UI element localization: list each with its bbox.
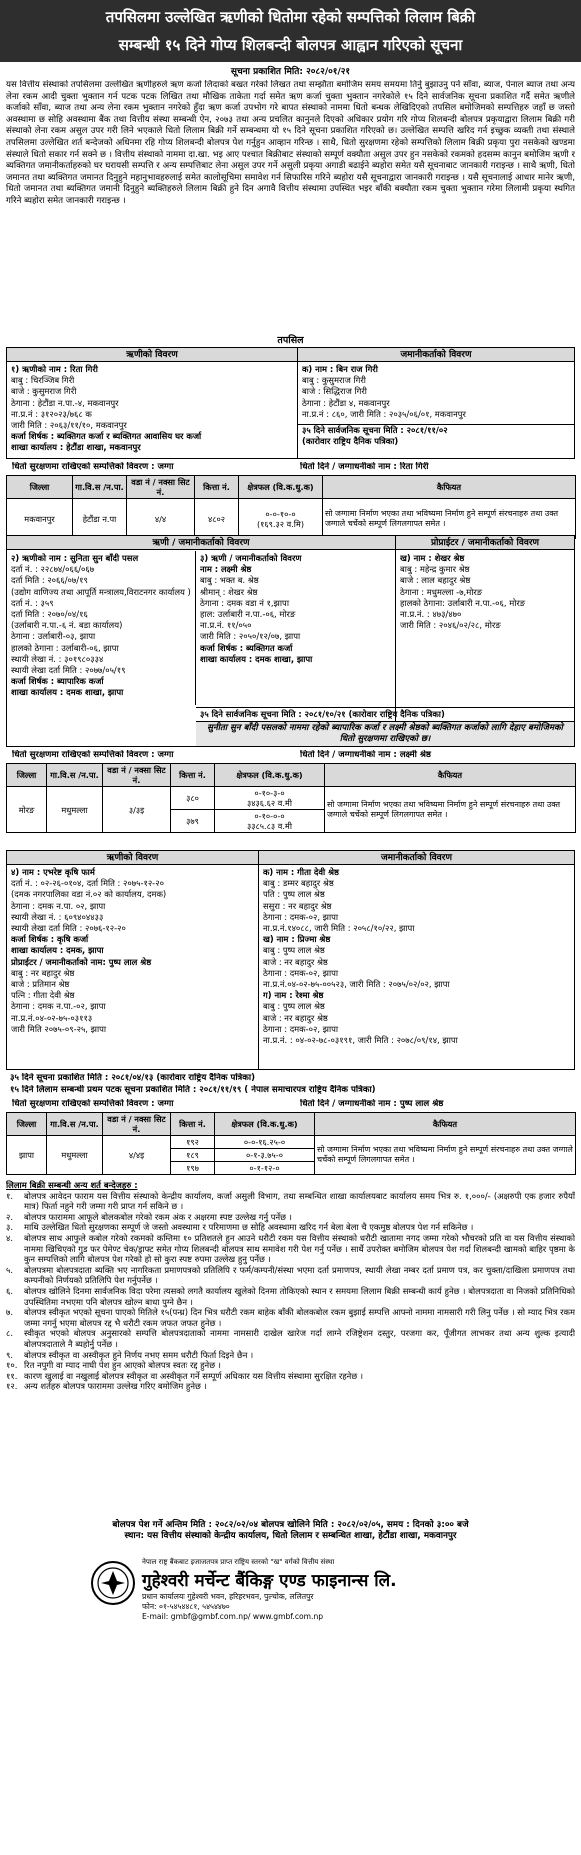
intro-paragraph: यस वित्तीय संस्थाको तपसिलमा उल्लेखित ऋणीहरुले ऋण कर्जा लिदाको बखत गरेको लिखत तथा सम्झौता बमोजिम समय समयमा तिर्नु बुझाउनु पर्ने साँवा, ब्याज, पेनाल ब्याज तथा अन्य लेना रकम आदी चुक्ता भुक्तान गर्न पटक पटक लिखित तथा मौखिक ताकेता गर्दा समेत ऋण कर्जा चुक्ता भुक्तान नगरेकोले १५ दिने सार्वजनिक सूचना प्रकाशित गर्दै समेत ऋणीले कर्जाको साँवा, ब्याज तथा अन्य लेना रकम भुक्तान नगरेको हुँदा ऋण कर्जा उपभोग गरे बापत संस्थाको नाममा धितो बन्धक लेखिदिएको तपसिल बमोजिमको सम्पत्तिहरु जहाँ छ जस्तो अवस्थामा छ सोहि अवस्थामा बैंक तथा वित्तीय संस्था सम्बन्धी ऐन, २०७३ तथा अन्य प्रचलित कानुनले दिएको अधिकार प्रयोग गरि गोप्य शिलबन्दी बोलपत्र प्रकृयाद्वारा लिलाम बिक्री गरी संस्थाको लेना रकम असुल उपर गरी लिने भएकाले धितो लिलाम बिक्री गर्ने सम्बन्धमा यो १५ दिने सूचना प्रकाशित गरिएको छ। उल्लेखित सम्पत्ति खरिद गर्न इच्छुक व्यक्ती तथा संस्थाले तपसिलमा उल्लेखित शर्त बन्देजको अधिनमा रहि गोप्य शिलबन्दी बोलपत्र पेश गर्नुहुन आव्हान गरिन्छ । साथै, धितो सुरक्षणमा रहेको सम्पत्तिको लिलाम बिक्री प्रकृया पुरा नसकेको खण्डमा संस्थाले धितो सकार गर्न सक्ने छ । वित्तीय संस्थाको नाममा दा.खा. भइ आए पश्चात बिक्रीबाट संस्थाको सम्पूर्ण वक्यौता असुल उपर हुन नसकेको रकमको हदसम्म कानुन बमोजिम ऋणी र ब्यक्तिगत जमानीकर्ताहरुको घर घरायसी सम्पत्ति र अन्य सम्पत्तिबाट लेना असुल उपर गर्ने असुली प्रकृया अगाडी बढाईने ब्यहोरा समेत यसै सूचनाबाट जानकारी गराइन्छ । साथै ऋणी, धितो जमानत तथा ब्यक्तिगत जमानत दिनुहुने महानुभावहरुलाई समेत कालोसूचिमा समावेश गर्न सिफारिस गरिने ब्यहोरा यसै सूचनाद्वारा जानकारी गराइन्छ । यसै सूचनालाई आधार मानेर ऋणी, धितो जमानत तथा ब्यक्तिगत जमानी दिनुहुने ब्यक्तिहरुले लिलाम बिक्री हुने दिन अगावै वित्तीय संस्थामा उपस्थित भइर बाँकी बक्यौता रकम चुक्ता भुक्तान गरेमा लिलामी प्रकृया स्थगित गरिने ब्यहोरा समेत जानकारी गराइन्छ । bbox=[6, 80, 575, 206]
section2-owner-label: धितो दिने / जग्गाधनीको नाम : लक्ष्मी श्रेष्ठ bbox=[300, 750, 431, 760]
table-cell: मधुमल्ला bbox=[47, 1136, 103, 1175]
detail-line: ठेगाना : दमक न.पा. ०२, झापा bbox=[11, 900, 106, 911]
section1-notice35: ३५ दिने सार्वजनिक सूचना मिति : २०८१/११/०२ bbox=[298, 424, 574, 436]
detail-line: बाजे : सिद्धिराज गिरी bbox=[302, 386, 367, 397]
condition-text: बोलपत्र खोलिने दिनमा सार्वजनिक विदा परेमा त्यसको लगतै कार्यालय खुलेको दिनमा तोकिएको स्थान र समयमा लिलाम बिक्री सम्बन्धी कार्य हुनेछ । बोलपत्रदाता वा निजको प्रतिनिधिको उपस्थितिमा नभएमा पनि बोलपत्र खोल्न बाधा पुग्ने छैन । bbox=[24, 1285, 575, 1307]
company-tagline: नेपाल राष्ट्र बैंकबाट इजाजतपत्र प्राप्त राष्ट्रिय स्तरको "ख" वर्गको वित्तीय संस्था bbox=[142, 1558, 335, 1566]
detail-line: शाखा कार्यालय : दमक शाखा, झापा bbox=[200, 653, 313, 664]
table-cell: हेटौंडा न.पा bbox=[73, 499, 127, 539]
table-column-header: गा.वि.स /न.पा. bbox=[47, 1113, 103, 1136]
table-row bbox=[7, 499, 576, 539]
table-column-header: कित्ता नं. bbox=[195, 476, 239, 499]
section3-details-box bbox=[6, 850, 575, 1070]
detail-line: दर्ता नं. : ३५९ bbox=[11, 597, 54, 608]
table-column-header: गा.वि.स /न.पा. bbox=[47, 764, 103, 787]
detail-line: ना.प्र.नं.१४०८८, जारी मिति : २०५८/१०/२२, झापा bbox=[263, 923, 415, 934]
table-cell: सो जग्गामा निर्माण भएका तथा भविष्यमा निर्माण हुने सम्पूर्ण संरचनाहरु तथा उक्त जग्गाले चर्चेको सम्पूर्ण लिगलगापत समेत । bbox=[315, 1136, 576, 1175]
detail-line: ठेगाना : दमक-०२, झापा bbox=[263, 911, 339, 922]
table-column-header: जिल्ला bbox=[7, 1113, 47, 1136]
condition-number: २. bbox=[6, 1211, 14, 1222]
condition-number: ३. bbox=[6, 1222, 14, 1233]
schedule-line1: बोलपत्र पेश गर्ने अन्तिम मिति : २०८२/०२/०४ बोलपत्र खोलिने मिति : २०८२/०२/०५, समय : दिनको ३:०० बजे bbox=[112, 1520, 469, 1530]
company-phone: फोन: ०१-५४५४४८१, ५४५४४७० bbox=[142, 1602, 230, 1611]
detail-line: ग) नाम : रेश्मा श्रेष्ठ bbox=[263, 990, 324, 1001]
section2-property-table bbox=[6, 763, 576, 833]
table-column-header: कैफियत bbox=[323, 476, 576, 499]
detail-line: बाबु : भक्त ब. श्रेष्ठ bbox=[200, 575, 259, 586]
detail-line: बाबु : नर बहादुर श्रेष्ठ bbox=[11, 967, 75, 978]
detail-line: ससुरा : नर बहादुर श्रेष्ठ bbox=[263, 900, 332, 911]
detail-line: कर्जा शिर्षक : ब्यक्तिगत कर्जा bbox=[200, 642, 293, 653]
section2-debtor-details bbox=[7, 551, 195, 701]
condition-text: बोलपत्र फाराममा आफूले बोलकबोल गरेको रकम अंक र अक्षरमा स्पष्ट उल्लेख गर्नु पर्नेछ । bbox=[24, 1211, 292, 1222]
detail-line: ना.प्र.नं : ३१२०२३/७६८ क bbox=[11, 408, 92, 419]
condition-item bbox=[6, 1360, 575, 1371]
detail-line: स्थायी लेखा नं. : ३०१९८०३३४ bbox=[11, 653, 104, 664]
detail-line: शाखा कार्यालय : हेटौंडा शाखा, मकवानपुर bbox=[11, 442, 141, 453]
detail-line: जारी मिति २०७५-०९-२५, झापा bbox=[11, 1023, 107, 1034]
condition-item bbox=[6, 1286, 575, 1307]
detail-line: ना.प्र.नं. : ०४-०२-७८-०३१९१, जारी मिति : २०७८/०९/१४, झापा bbox=[263, 1035, 458, 1046]
table-column-header: क्षेत्रफल (वि.क.धु.क) bbox=[215, 1113, 315, 1136]
conditions-section bbox=[6, 1180, 575, 1510]
table-column-header: कित्ता नं. bbox=[171, 1113, 215, 1136]
table-cell: १९२ bbox=[171, 1136, 215, 1149]
detail-line: पति : पुष्प लाल श्रेष्ठ bbox=[263, 889, 325, 900]
section2-debtor-header: ऋणी / जमानीकर्ताको विवरण bbox=[7, 536, 395, 550]
detail-line: बाजे : कुसुमराज गिरी bbox=[11, 386, 77, 397]
condition-text: बोलपत्रमा बोलपत्रदाता ब्यक्ति भए नागरिकता प्रमाणपत्रको प्रतिलिपि र फर्म/कम्पनी/संस्था भएमा दर्ता प्रमाणपत्र, स्थायी लेखा नम्बर दर्ता प्रमाण पत्र, कर चुक्ता/दाखिला प्रमाणपत्र तथा कम्पनीको निर्णयको प्रतिलिपि पेश गर्नुपर्नेछ । bbox=[24, 1264, 575, 1286]
detail-line: ठेगाना : दमक वडा नं १,झापा bbox=[200, 597, 289, 608]
company-address bbox=[142, 1592, 572, 1622]
table-cell: १८९ bbox=[171, 1149, 215, 1162]
table-column-header: वडा नं / नक्सा सिट नं. bbox=[127, 476, 195, 499]
table-cell: ४/४ bbox=[127, 499, 195, 539]
condition-number: ६. bbox=[6, 1285, 14, 1296]
table-cell: ०-१-१२-० bbox=[215, 1162, 315, 1175]
detail-line: ना.प्र.नं : ८६०, जारी मिति : २०३५/०६/०१, मकवानपुर bbox=[302, 408, 466, 419]
company-email: E-mail: gmbf@gmbf.com.np/ www.gmbf.com.np bbox=[142, 1612, 324, 1621]
section1-owner-label: धितो दिने / जग्गाधनीको नाम : रिता गिरी bbox=[300, 462, 429, 472]
condition-number: १२. bbox=[6, 1381, 18, 1392]
detail-line: स्थायी लेखा नं. : ६०९४०४४३३ bbox=[11, 911, 104, 922]
table-cell: ४८०२ bbox=[195, 499, 239, 539]
condition-item bbox=[6, 1371, 575, 1382]
condition-item bbox=[6, 1212, 575, 1223]
table-column-header: गा.वि.स /न.पा. bbox=[73, 476, 127, 499]
section1-notice35-paper: (कारोवार राष्ट्रिय दैनिक पत्रिका) bbox=[302, 436, 399, 447]
detail-line: कर्जा शिर्षक : ब्यापारिक कर्जा bbox=[11, 676, 104, 687]
detail-line: (दमक नगरपालिका वडा नं.०२ को कार्यालय, दमक) bbox=[11, 889, 167, 900]
section3-debtor-details bbox=[7, 865, 258, 1037]
section3-guarantor-header: जमानीकर्ताको विवरण bbox=[259, 851, 574, 865]
detail-line: बाबु : पुष्प लाल श्रेष्ठ bbox=[263, 1001, 325, 1012]
detail-line: बाबु : महेन्द्र कुमार श्रेष्ठ bbox=[400, 564, 470, 575]
detail-line: कर्जा शिर्षक : कृषि कर्जा bbox=[11, 934, 89, 945]
detail-line: श्रीमान् : शेखर श्रेष्ठ bbox=[200, 586, 258, 597]
detail-line: ठेगाना : दमक-०२, झापा bbox=[263, 967, 339, 978]
table-cell: ०-०-१६.२५-० bbox=[215, 1136, 315, 1149]
notice-title-line1: तपसिलमा उल्लेखित ऋणीको धितोमा रहेको सम्पत्तिको लिलाम बिक्री bbox=[105, 8, 476, 26]
detail-line: बाबु : डम्मर बहादुर श्रेष्ठ bbox=[263, 878, 334, 889]
detail-line: ठेगाना : दमक-०२, झापा bbox=[263, 1023, 339, 1034]
detail-line: नाम : लक्ष्मी श्रेष्ठ bbox=[200, 564, 252, 575]
condition-item bbox=[6, 1233, 575, 1265]
detail-line: क) नाम : गीता देवी श्रेष्ठ bbox=[263, 867, 339, 877]
detail-line: जारी मिति : २०६३/११/१०, मकवानपुर bbox=[11, 420, 127, 431]
detail-line: क) नाम : बिन राज गिरी bbox=[302, 364, 378, 374]
table-row bbox=[7, 787, 576, 810]
section1-debtor-details bbox=[7, 362, 297, 456]
condition-number: ११. bbox=[6, 1370, 18, 1381]
detail-line: दर्ता मिति : २०७०/०४/१६ bbox=[11, 609, 88, 620]
detail-line: बाबु : पुष्प लाल श्रेष्ठ bbox=[263, 945, 325, 956]
table-cell: सो जग्गामा निर्माण भएका तथा भविष्यमा निर्माण हुने सम्पूर्ण संरचनाहरु तथा उक्त जग्गाले चर्चेको सम्पूर्ण लिगलगापत समेत । bbox=[325, 787, 576, 833]
detail-line: बाजे : प्रतिमान श्रेष्ठ bbox=[11, 979, 70, 990]
section2-proprietor-details bbox=[396, 551, 574, 633]
table-row bbox=[7, 1136, 576, 1149]
section2-middle-details bbox=[196, 551, 395, 667]
detail-line: ख) नाम : प्रिज्मा श्रेष्ठ bbox=[263, 934, 331, 945]
condition-text: बोलपत्र स्वीकृत वा अस्वीकृत हुने निर्णय नभए समम धरौटी फिर्ता दिइने छैन । bbox=[24, 1349, 254, 1360]
detail-line: (उद्योग वाणिज्य तथा आपूर्ति मन्त्रालय,विराटनगर कार्यालय ) bbox=[11, 586, 191, 597]
detail-line: बाबु : चिरञ्जिब गिरी bbox=[11, 375, 75, 386]
condition-number: ५. bbox=[6, 1264, 14, 1275]
condition-text: अन्य शर्तहरु बोलपत्र फाराममा उल्लेख गरिए बमोजिम हुनेछ । bbox=[24, 1381, 207, 1392]
table-cell: मधुमल्ला bbox=[47, 787, 103, 833]
condition-text: बोलपत्र साथ आफुले कबोल गरेको रकमको कम्तिमा १० प्रतिशतले हुन आउने धरौटी रकम यस वित्तीय संस्थाको धरौटी खातामा नगद जम्मा गरेको भौचरको प्रति वा यस वित्तीय संस्थाको नाममा खिचिएको गुड फर पेमेण्ट चेक/ड्राफ्ट समेत गोप्य शिलबन्दी बोलपत्र साथ समावेश गरी पेश गर्नु पर्नेछ । सार्थै उपरोक्त बमोजिम बोलपत्र पेश गर्दा शिलबन्दी खामको बाहिर पृष्ठमा के कुन सम्पत्तिको लागि बोलपत्र पेश गरेको हो सो कुरा स्पष्ट रुपमा उल्लेख हुनु पर्नेछ । bbox=[24, 1232, 575, 1265]
condition-item bbox=[6, 1381, 575, 1392]
detail-line: बाजे : नर बहादुर श्रेष्ठ bbox=[263, 1012, 328, 1023]
detail-line: ठेगाना : मधुमल्ला -७,मोरङ bbox=[400, 586, 483, 597]
condition-item bbox=[6, 1191, 575, 1212]
detail-line: ठेगाना : हेटौंडा न.पा.-४, मकवानपुर bbox=[11, 397, 119, 408]
detail-line: कर्जा शिर्षक : ब्यक्तिगत कर्जा र ब्यक्तिगत आवासिय घर कर्जा bbox=[11, 431, 202, 442]
conditions-title: लिलाम बिक्री सम्बन्धी अन्य शर्त बन्देजहरु : bbox=[6, 1180, 138, 1190]
table-cell: ०-१-३.७५-० bbox=[215, 1149, 315, 1162]
detail-line: जारी मिति : २०५०/१२/०७, झापा bbox=[200, 631, 301, 642]
detail-line: ठेगाना : हेटौंडा ४, मकवानपुर bbox=[302, 397, 390, 408]
detail-line: स्थायी लेखा दर्ता मिति : २०७७/०५/१९ bbox=[11, 665, 126, 676]
detail-line: ३) ऋणी / जमानीकर्ताको विवरण bbox=[200, 553, 302, 563]
section1-details-box bbox=[6, 347, 575, 459]
detail-line: प्रोप्राईटर / जमानीकर्ताको नाम: पुष्प लाल श्रेष्ठ bbox=[11, 956, 152, 967]
detail-line: बाबु : कुसुमराज गिरी bbox=[302, 375, 366, 386]
notice-title-banner bbox=[0, 0, 581, 62]
detail-line: ना.प्र.नं.०४-०२-७५-००५२३, जारी मिति : २०७५/०२/०२, झापा bbox=[263, 979, 450, 990]
condition-text: कारण खुलाई वा नखुलाई बोलपत्र स्वीकृत वा अस्वीकृत गर्ने सम्पूर्ण अधिकार यस वित्तीय संस्थामा सुरक्षित रहनेछ । bbox=[24, 1370, 364, 1381]
section3-notice15: १५ दिने लिलाम सम्बन्धी प्रथम पटक सूचना प्रकाशित मिति : २०८१/११/१९ ( नेपाल समाचारपत्र राष्ट्रिय दैनिक पत्रिका) bbox=[10, 1085, 376, 1095]
schedule-block bbox=[0, 1520, 581, 1542]
detail-line: ना.प्र.नं.०४-०२-७५-०३११३ bbox=[11, 1012, 93, 1023]
table-cell: ३७९ bbox=[171, 810, 215, 833]
detail-line: पत्नि : गीता देवी श्रेष्ठ bbox=[11, 990, 75, 1001]
table-cell: ३८० bbox=[171, 787, 215, 810]
detail-line: ना.प्र.नं. : ४७३/४७० bbox=[400, 609, 462, 620]
detail-line: दर्ता मिति : २०६६/०७/१९ bbox=[11, 575, 88, 586]
condition-number: १०. bbox=[6, 1360, 18, 1371]
section2-italic-note: सुनीता सुन बाँदी पसलको नाममा रहेको ब्यापारिक कर्जा र लक्ष्मी श्रेष्ठको ब्यक्तिगत कर्जाको लागि देहाए बमोजिमको धितो सुरक्षणमा राखिएको छ। bbox=[196, 721, 574, 747]
detail-line: शाखा कार्यालय : दमक, झापा bbox=[11, 945, 104, 956]
section3-notice35: ३५ दिने सूचना प्रकाशित मिति : २०८१/०४/१३ (कारोवार राष्ट्रिय दैनिक पत्रिका) bbox=[10, 1073, 256, 1083]
condition-text: माथि उल्लेखित धितो सुरक्षणका सम्पूर्ण जे जस्तो अवस्थामा र परिमाणमा छ सोहि अवस्थामा खरिद गर्न बेला बेला चै एकमुष्ठ बोलपत्र पेश गर्न सकिनेछ । bbox=[24, 1222, 474, 1233]
condition-item bbox=[6, 1265, 575, 1286]
detail-line: ना.प्र.नं. ११/०५० bbox=[200, 620, 252, 631]
detail-line: दर्ता नं. : २२८७४/०६६/०६७ bbox=[11, 564, 95, 575]
detail-line: दर्ता नं. : ०२-२६-०१०४, दर्ता मिति : २०७५-१२-२० bbox=[11, 878, 164, 889]
condition-item bbox=[6, 1307, 575, 1328]
condition-item bbox=[6, 1222, 575, 1233]
section3-debtor-header: ऋणीको विवरण bbox=[7, 851, 258, 865]
section2-details-box bbox=[6, 535, 575, 747]
section2-collateral-label: धितो सुरक्षणमा राखिएको सम्पत्तिको विवरण : जग्गा bbox=[12, 750, 174, 760]
section1-guarantor-details bbox=[298, 362, 574, 422]
detail-line: बाजे : लाल बहादुर श्रेष्ठ bbox=[400, 575, 471, 586]
condition-item bbox=[6, 1328, 575, 1349]
table-cell: ०-०-१०-० (१६९.३२ व.मि) bbox=[239, 499, 323, 539]
condition-number: ७. bbox=[6, 1307, 14, 1318]
detail-line: स्थायी लेखा दर्ता मिति : २०७६-१२-२० bbox=[11, 923, 126, 934]
table-cell: मकवानपुर bbox=[7, 499, 73, 539]
section3-collateral-label: धितो सुरक्षणमा राखिएको सम्पत्तिको विवरण : जग्गा bbox=[12, 1099, 174, 1109]
detail-line: जारी मिति : २०४६/०२/२८, मोरङ bbox=[400, 620, 501, 631]
detail-line: बाजे : नर बहादुर श्रेष्ठ bbox=[263, 956, 328, 967]
table-column-header: कित्ता नं. bbox=[171, 764, 215, 787]
table-cell: ४/४इ bbox=[103, 1136, 171, 1175]
table-cell: ०-१०-०-० ३३८५.८३ व.मी bbox=[215, 810, 325, 833]
section3-owner-label: धितो दिने / जग्गाधनीको नाम : पुष्प लाल श्रेष्ठ bbox=[300, 1099, 444, 1109]
detail-line: शाखा कार्यालय : दमक शाखा, झापा bbox=[11, 687, 124, 698]
table-cell: १९७ bbox=[171, 1162, 215, 1175]
section2-notice35: ३५ दिने सार्वजनिक सूचना मिति : २०८१/१०/२१ (कारोवार राष्ट्रिय दैनिक पत्रिका) bbox=[196, 707, 574, 720]
table-column-header: क्षेत्रफल (वि.क.धु.क) bbox=[215, 764, 325, 787]
condition-number: ९. bbox=[6, 1349, 14, 1360]
condition-text: रित नपुगी वा म्याद नाघी पेश हुन आएको बोलपत्र स्वतः रद्द हुनेछ । bbox=[24, 1360, 221, 1371]
table-column-header: वडा नं / नक्सा सिट नं. bbox=[103, 1113, 171, 1136]
company-logo-icon bbox=[90, 1560, 136, 1606]
detail-line: ठेगाना : दमक न.पा.-०२, झापा bbox=[11, 1001, 106, 1012]
detail-line: ४) नाम : एभरेष्ट कृषि फार्म bbox=[11, 867, 95, 877]
condition-text: बोलपत्र स्वीकृत भएको सूचना पाएको मितिले १५(पन्ध्र) दिन भित्र धरौटी रकम बाहेक बाँकी बोलकबोल रकम बुझाई सम्पत्ति आफ्नो नाममा नामसारी गरी लिनु पर्नेछ । सो म्याद भित्र रकम जम्मा नगर्नु भएमा बोलपत्र रद्द भै धरौटी रकम जफत जफत हुनेछ । bbox=[24, 1307, 575, 1328]
section2-proprietor-header: प्रोप्राईटर / जमानीकर्ताको विवरण bbox=[396, 536, 574, 550]
company-address-line: प्रधान कार्यालयः गुहेश्वरी भवन, हरिहरभवन, पुल्चोक, ललितपुर bbox=[142, 1592, 314, 1601]
table-cell: झापा bbox=[7, 1136, 47, 1175]
notice-title-line2: सम्बन्धी १५ दिने गोप्य शिलबन्दी बोलपत्र आह्वान गरिएको सूचना bbox=[118, 36, 463, 54]
condition-text: बोलपत्र आवेदन फाराम यस वित्तीय संस्थाको केन्द्रीय कार्यालय, कर्जा असुली विभाग, तथा सम्बन्धित शाखा कार्यालयबाट कार्यालय समय भित्र रु. १,०००/- (अक्षरुपी एक हजार रुपैयाँ मात्र) फिर्ता नहुने गरी जम्मा गरी प्राप्त गर्न सकिने छ । bbox=[24, 1190, 575, 1212]
schedule-line2: स्थान: यस वित्तीय संस्थाको केन्द्रीय कार्यालय, धितो लिलाम र सम्बन्धित शाखा, हेटौंडा शाखा, मकवानपुर bbox=[124, 1531, 457, 1541]
detail-line: (उर्लाबारी न.पा.-६ नं. बडा कार्यालय) bbox=[11, 620, 123, 631]
detail-line: ख) नाम : शेखर श्रेष्ठ bbox=[400, 553, 465, 563]
table-cell: ३/३इ bbox=[103, 787, 171, 833]
section1-guarantor-header: जमानीकर्ताको विवरण bbox=[298, 348, 574, 362]
table-column-header: कैफियत bbox=[325, 764, 576, 787]
condition-text: स्वीकृत भएको बोलपत्र अनुसारको सम्पत्ति बोलपत्रदाताको नाममा नामसारी दाखेल खारेज गर्दा लाग्ने रजिष्ट्रेशन दस्तुर, परजगा कर, पूँजीगत लाभकर तथा अन्य शुल्क इत्यादी बोलपत्रदाताले नै ब्यहोर्नु पर्नेछ । bbox=[24, 1328, 575, 1349]
condition-item bbox=[6, 1350, 575, 1361]
publish-date: सूचना प्रकाशित मिति: २०८२/०१/२१ bbox=[230, 67, 351, 77]
section1-property-table bbox=[6, 475, 576, 539]
table-column-header: जिल्ला bbox=[7, 764, 47, 787]
detail-line: २) ऋणीको नाम : सुनिता सुन बाँदी पसल bbox=[11, 553, 139, 563]
section3-property-table bbox=[6, 1112, 576, 1175]
company-name: गुहेश्वरी मर्चेन्ट बैंकिङ्ग एण्ड फाइनान्स लि. bbox=[142, 1571, 397, 1591]
table-cell: ०-१०-३-० ३४३६.६२ व.मी bbox=[215, 787, 325, 810]
section3-guarantor-details bbox=[259, 865, 574, 1048]
table-column-header: क्षेत्रफल (वि.क.धु.क) bbox=[239, 476, 323, 499]
tapasil-heading: तपसिल bbox=[277, 335, 304, 346]
condition-number: ८. bbox=[6, 1328, 14, 1339]
detail-line: हालको ठेगाना: उर्लाबारी न.पा.-०६, मोरङ bbox=[400, 597, 526, 608]
detail-line: १) ऋणीको नाम : रिता गिरी bbox=[11, 364, 98, 374]
detail-line: ठेगाना : उर्लाबारी-०३, झापा bbox=[11, 631, 96, 642]
section1-debtor-header: ऋणीको विवरण bbox=[7, 348, 297, 362]
table-column-header: जिल्ला bbox=[7, 476, 73, 499]
section1-collateral-label: धितो सुरक्षणमा राखिएको सम्पत्तिको विवरण : जग्गा bbox=[12, 462, 174, 472]
condition-number: १. bbox=[6, 1190, 14, 1201]
table-cell: मोरङ bbox=[7, 787, 47, 833]
detail-line: हाल: उर्लाबारी न.पा.-०६, मोरङ bbox=[200, 609, 296, 620]
condition-number: ४. bbox=[6, 1232, 14, 1243]
detail-line: हालको ठेगाना : उर्लाबारी-०६, झापा bbox=[11, 642, 119, 653]
table-column-header: कैफियत bbox=[315, 1113, 576, 1136]
table-cell: सो जग्गामा निर्माण भएका तथा भविष्यमा निर्माण हुने सम्पूर्ण संरचनाहरु तथा उक्त जग्गाले चर्चेको सम्पूर्ण लिगलगापत समेत । bbox=[323, 499, 576, 539]
conditions-list bbox=[6, 1191, 575, 1392]
table-column-header: वडा नं / नक्सा सिट नं. bbox=[103, 764, 171, 787]
